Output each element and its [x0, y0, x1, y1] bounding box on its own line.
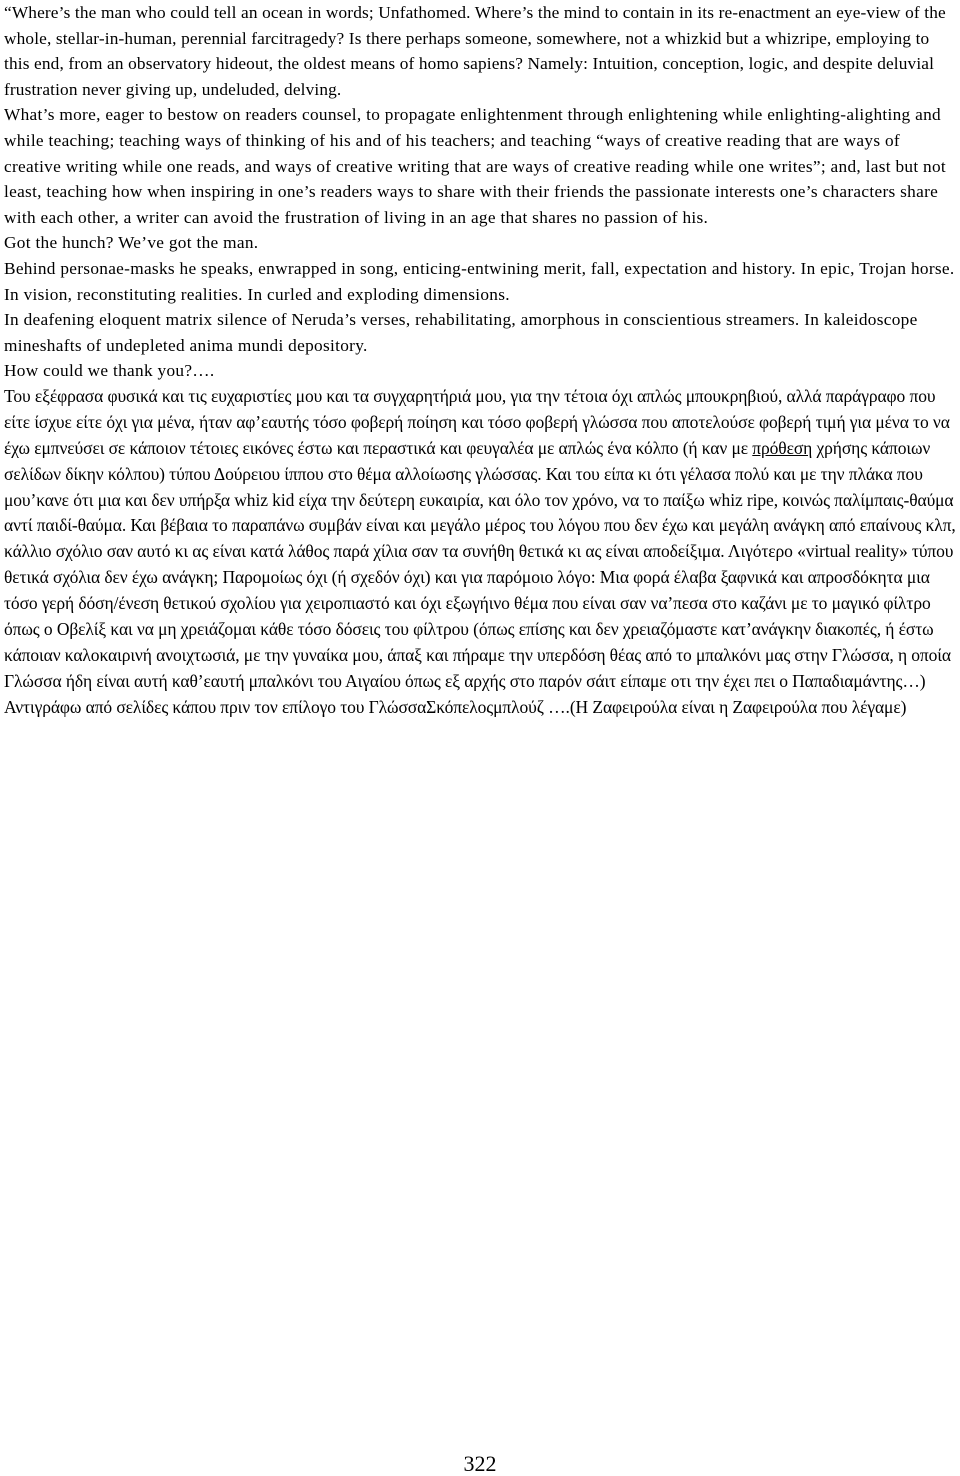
page-number: 322	[463, 1451, 497, 1476]
greek-text-before: Του εξέφρασα φυσικά και τις ευχαριστίες μου και τα συγχαρητήριά μου, για την τέτοια όχι απλώς μπουκρηβιού, αλλά παράγραφο που είτε ίσχυε είτε όχι για μένα, ήταν αφ’εαυτής τόσο φοβερή ποίηση και τόσο φοβερή γλώσσα που αποτελούσε φοβερή τιμή για μένα το να έχω εμπνεύσει σε κάποιον τέτοιες εικόνες έστω και περαστικά και φευγαλέα με απλώς ένα κόλπο (ή καν με	[4, 385, 950, 458]
paragraph-how-could-we-thank: How could we thank you?….	[4, 361, 215, 381]
underlined-word: πρόθεση	[752, 437, 813, 458]
paragraph-got-the-hunch: Got the hunch? We’ve got the man.	[4, 233, 259, 253]
paragraph-greek-reply	[4, 384, 956, 721]
document-page	[4, 0, 956, 721]
paragraph-opening-quote: “Where’s the man who could tell an ocean in words; Unfathomed. Where’s the mind to contain in its re-enactment an eye-view of the whole, stellar-in-human, perennial farcitragedy? Is there perhaps someone, somewhere, not a whizkid but a whizripe, employing to this end, from an observatory hideout, the oldest means of homo sapiens? Namely: Intuition, conception, logic, and despite deluvial frustration never giving up, undeluded, delving.	[4, 3, 946, 99]
paragraph-deafening-eloquent: In deafening eloquent matrix silence of Neruda’s verses, rehabilitating, amorphous in conscientious streamers. In kaleidoscope mineshafts of undepleted anima mundi depository.	[4, 310, 918, 355]
paragraph-what-s-more: What’s more, eager to bestow on readers counsel, to propagate enlightenment through enlightening while enlighting-alighting and while teaching; teaching ways of thinking of his and of his teachers; and teaching “ways of creative reading that are ways of creative writing while one reads, and ways of creative writing that are ways of creative reading while one writes”; and, last but not least, teaching how when inspiring in one’s readers ways to share with their friends the passionate interests one’s characters share with each other, a writer can avoid the frustration of living in an age that shares no passion of his.	[4, 105, 947, 227]
paragraph-behind-personae: Behind personae-masks he speaks, enwrapped in song, enticing-entwining merit, fall, expectation and history. In epic, Trojan horse. In vision, reconstituting realities. In curled and exploding dimensions.	[4, 258, 955, 304]
greek-text-after: χρήσης κάποιων σελίδων δίκην κόλπου) τύπου Δούρειου ίππου στο θέμα αλλοίωσης γλώσσας. Και του είπα κι ότι γέλασα πολύ και με την πλάκα που μου’κανε ότι μια και δεν υπήρξα whiz kid είχα την δεύτερη ευκαιρία, και όλο τον χρόνο, να το παίξω whiz ripe, κοινώς παλίμπαις-θαύμα αντί παιδί-θαύμα. Και βέβαια το παραπάνω συμβάν είναι και μεγάλο μέρος του λόγου που δεν έχω και μεγάλη ανάγκη από επαίνους κλπ, κάλλιο σχόλιο σαν αυτό κι ας είναι κατά λάθος παρά χίλια σαν τα συνήθη θετικά κι ας είναι αποδείξιμα. Λιγότερο «virtual reality» τύπου θετικά σχόλια δεν έχω ανάγκη; Παρομοίως όχι (ή σχεδόν όχι) και για παρόμοιο λόγο: Μια φορά έλαβα ξαφνικά και απροσδόκητα μια τόσο γερή δόση/ένεση θετικού σχολίου για χειροπιαστό και όχι εξωγήινο θέμα που είναι σαν να’πεσα στο καζάνι με το μαγικό φίλτρο όπως ο Οβελίξ και να μη χρειάζομαι κάθε τόσο δόσεις του φίλτρου (όπως επίσης και δεν χρειαζόμαστε κατ’ανάγκην διακοπές, ή έστω κάποιαν καλοκαιρινή ανοιχτωσιά, με την γυναίκα μου, άπαξ και πήραμε την υπερδόση θέας από το μπαλκόνι μας στην Γλώσσα, η οποία Γλώσσα ήδη είναι αυτή καθ’εαυτή μπαλκόνι του Αιγαίου όπως εξ αρχής στο παρόν σάιτ είπαμε οτι την έχει πει ο Παπαδιαμάντης…) Αντιγράφω από σελίδες κάπου πριν τον επίλογο του ΓλώσσαΣκόπελοςμπλούζ ….(Η Ζαφειρούλα είναι η Ζαφειρούλα που λέγαμε)	[4, 437, 956, 717]
